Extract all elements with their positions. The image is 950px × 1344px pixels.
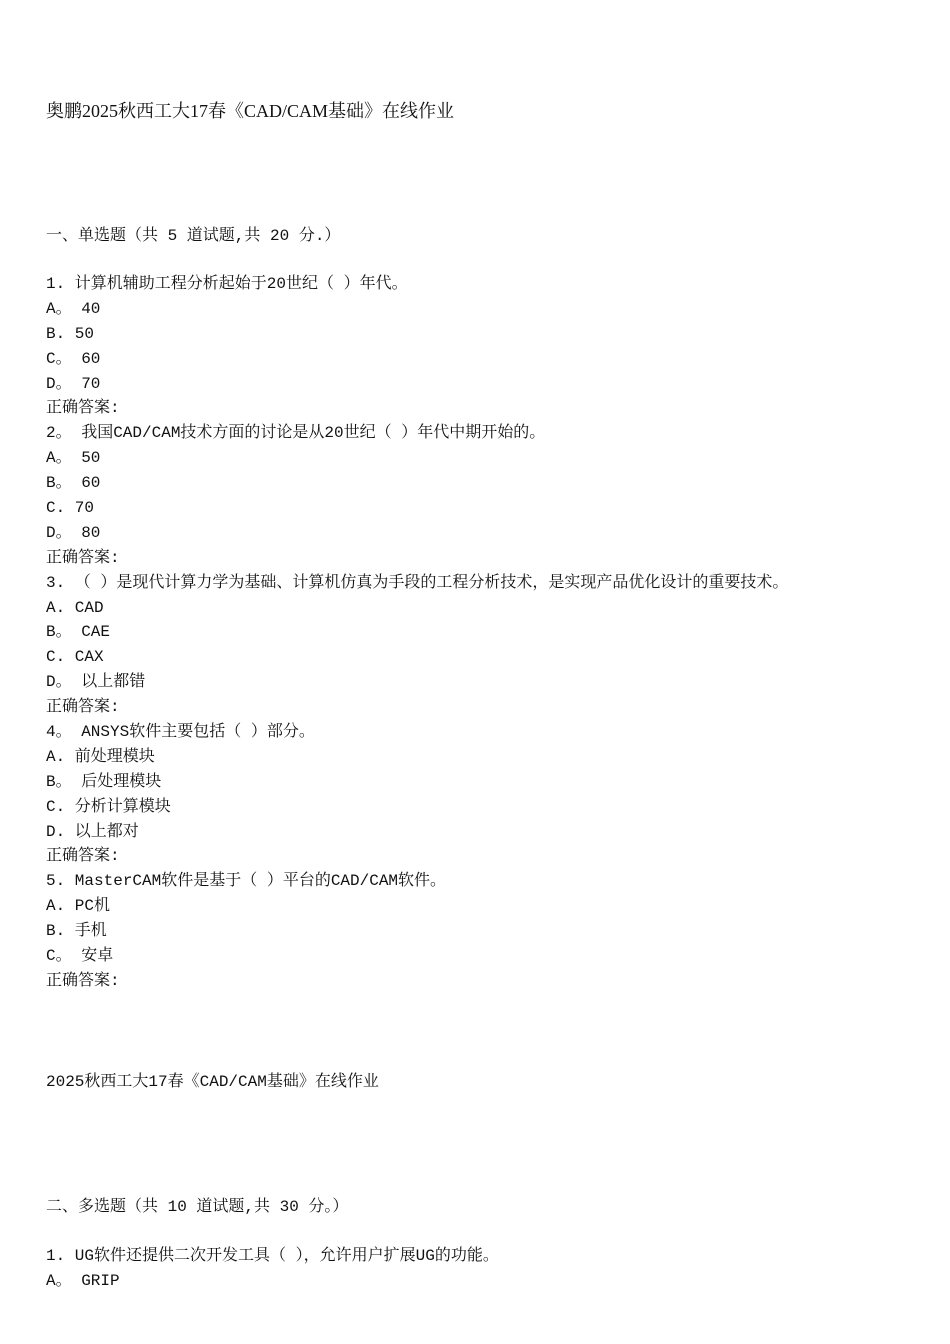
option: D。 以上都错 [46,673,146,692]
option: A. 前处理模块 [46,747,155,766]
option: B. 手机 [46,922,107,941]
option: A。 50 [46,449,101,468]
option: B。 CAE [46,623,111,642]
document-title: 奥鹏2025秋西工大17春《CAD/CAM基础》在线作业 [46,101,455,121]
answer-label: 正确答案: [46,698,120,717]
question-stem: 2。 我国CAD/CAM技术方面的讨论是从20世纪（ ）年代中期开始的。 [46,424,546,443]
section-heading-single-choice: 一、单选题（共 5 道试题,共 20 分.） [46,227,341,245]
section-heading-multiple-choice: 二、多选题（共 10 道试题,共 30 分。） [46,1198,349,1216]
option: C. CAX [46,648,104,667]
answer-label: 正确答案: [46,847,120,866]
option: D。 80 [46,523,101,542]
option: D. 以上都对 [46,822,139,841]
option: B。 60 [46,474,101,493]
option: C. 分析计算模块 [46,797,171,816]
option: C. 70 [46,499,95,518]
option: D。 70 [46,374,101,393]
answer-label: 正确答案: [46,971,120,990]
option: A. PC机 [46,897,111,916]
option: B. 50 [46,324,95,343]
answer-label: 正确答案: [46,399,120,418]
question-stem: 1. UG软件还提供二次开发工具（ ），允许用户扩展UG的功能。 [46,1247,499,1265]
question-stem: 4。 ANSYS软件主要包括（ ）部分。 [46,723,315,742]
option: A。 40 [46,299,101,318]
answer-label: 正确答案: [46,548,120,567]
single-choice-questions [46,272,788,994]
option: A。 GRIP [46,1271,120,1290]
option: B。 后处理模块 [46,772,162,791]
multiple-choice-questions [46,1244,499,1294]
option: C。 安卓 [46,947,114,966]
option: A. CAD [46,598,104,617]
question-stem: 1. 计算机辅助工程分析起始于20世纪（ ）年代。 [46,275,408,293]
document-subtitle: 2025秋西工大17春《CAD/CAM基础》在线作业 [46,1073,379,1091]
option: C。 60 [46,349,101,368]
question-stem: 5. MasterCAM软件是基于（ ）平台的CAD/CAM软件。 [46,872,447,891]
question-stem: 3. （ ）是现代计算力学为基础、计算机仿真为手段的工程分析技术，是实现产品优化设计的重要技术。 [46,573,789,592]
